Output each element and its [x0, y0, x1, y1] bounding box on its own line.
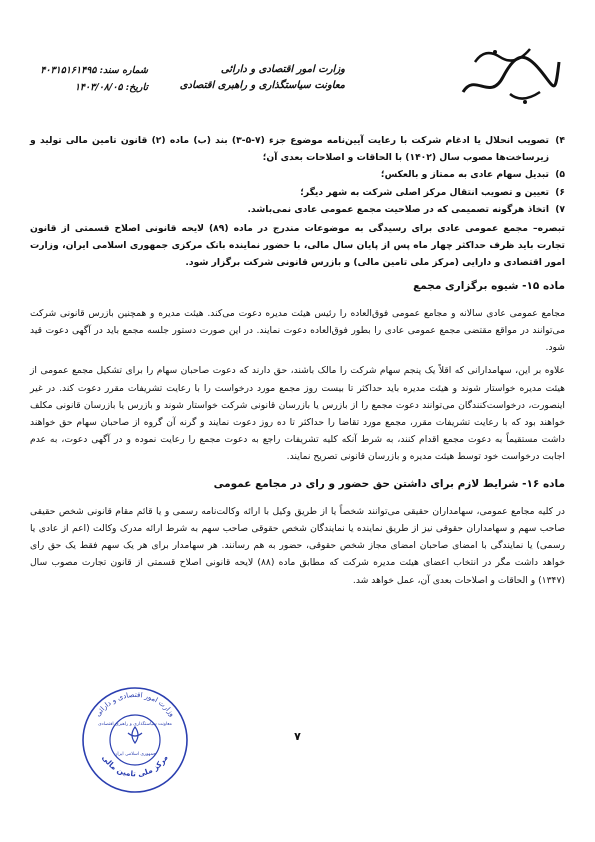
seal-center-text: جمهوری اسلامی ایران	[114, 752, 156, 757]
list-item	[30, 132, 565, 166]
note-label: تبصره–	[533, 223, 565, 235]
seal-inner-text: معاونت سیاستگذاری و راهبری اقتصادی	[98, 722, 172, 727]
ministry-name: وزارت امور اقتصادی و دارائی	[220, 64, 345, 75]
item-text: تبدیل سهام عادی به ممتاز و بالعکس؛	[380, 169, 549, 181]
date-value: ۱۴۰۳/۰۸/۰۵	[74, 82, 123, 93]
document-meta	[38, 62, 148, 96]
section-paragraph: مجامع عمومی عادی سالانه و مجامع عمومی فوق‌العاده را رئیس هیئت مدیره دعوت می‌کند. هیئت مدیره و همچنین بازرس قانونی شرکت می‌توانند در مواقع مقتضی مجمع عمومی عادی را بطور فوق‌العاده دعوت نمایند. در این صورت دستور جلسه مجمع باید در آگهی دعوت قید شود.	[30, 307, 565, 354]
item-number: ۴)	[555, 135, 565, 146]
item-text: تعیین و تصویب انتقال مرکز اصلی شرکت به شهر دیگر؛	[300, 186, 549, 198]
page-number: ۷	[294, 730, 301, 743]
section-heading: ماده ۱۵- شیوه برگزاری مجمع	[413, 279, 565, 292]
date-label: تاریخ:	[125, 82, 148, 93]
document-body	[30, 132, 565, 595]
list-item	[30, 166, 565, 183]
section-heading: ماده ۱۶- شرایط لازم برای داشتن حق حضور و رای در مجامع عمومی	[213, 477, 565, 490]
item-text: تصویب انحلال یا ادغام شرکت با رعایت آیین‌نامه موضوع جزء (۷-۵-۳) بند (ب) ماده (۲) قانون تامین مالی تولید و زیرساخت‌ها مصوب سال (۱۴۰۲) با الحاقات و اصلاحات بعدی آن؛	[30, 135, 549, 164]
seal-bottom-text: مرکز ملی تامین مالی	[100, 753, 170, 779]
deputy-name: معاونت سیاستگذاری و راهبری اقتصادی	[179, 80, 345, 91]
section-paragraph: علاوه بر این، سهامدارانی که اقلاً یک پنجم سهام شرکت را مالک باشند، حق دارند که دعوت صاحبان سهام را برای تشکیل مجمع عمومی از هیئت مدیره خواستار شوند و هیئت مدیره باید حداکثر تا بیست روز مجمع مورد درخواست را با رعایت تشریفات مقرر دعوت کند. در غیر اینصورت، درخواست‌کنندگان می‌توانند دعوت مجمع را از بازرس یا بازرسان قانونی شرکت خواستار شوند و بازرس یا بازرسان قانونی مکلف خواهند بود که با رعایت تشریفات مقرر، مجمع مورد تقاضا را حداکثر تا ده روز دعوت نمایند و گرنه آن گروه از صاحبان سهام حق خواهند داشت مستقیماً به دعوت مجمع اقدام کنند، به شرط آنکه کلیه تشریفات راجع به دعوت مجمع را رعایت نموده و در آگهی دعوت، به عدم اجابت درخواست خود توسط هیئت مدیره و بازرسان قانونی تصریح نمایند.	[30, 365, 565, 463]
svg-text:وزارت امور اقتصادی و دارائی	[94, 691, 176, 718]
organization-logo	[455, 32, 565, 112]
item-number: ۶)	[555, 186, 565, 198]
seal-outer-text: وزارت امور اقتصادی و دارائی	[93, 690, 177, 719]
item-number: ۵)	[555, 169, 565, 181]
list-item	[30, 201, 565, 218]
ministry-header	[180, 62, 345, 94]
section-paragraph: در کلیه مجامع عمومی، سهامداران حقیقی می‌توانند شخصاً یا از طریق وکیل با ارائه وکالت‌نامه رسمی و یا قائم مقام قانونی شخص حقیقی صاحب سهم و سهامداران حقوقی نیز از طریق نماینده یا نمایندگان شخص حقوقی صاحب سهم به شرط ارائه مدرک وکالت (اعم از عادی یا رسمی) یا نمایندگی با امضای صاحبان امضای مجاز شخص حقوقی، حضور به هم رسانند. هر سهامدار برای هر یک سهم فقط یک حق رای خواهد داشت مگر در انتخاب اعضای هیئت مدیره شرکت که مطابق ماده (۸۸) لایحه قانونی اصلاح قسمتی از قانون تجارت مصوب سال (۱۳۴۷) و الحاقات و اصلاحات بعدی آن، عمل خواهد شد.	[30, 505, 565, 586]
number-value: ۴۰۳۱۵۱۶۱۴۹۵	[40, 65, 97, 76]
number-label: شماره سند:	[99, 65, 148, 76]
note-paragraph	[30, 220, 565, 272]
item-number: ۷)	[555, 203, 565, 215]
note-text: مجمع عمومی عادی برای رسیدگی به موضوعات مندرج در ماده (۸۹) لایحه قانونی اصلاح قسمتی از قانون تجارت باید ظرف حداکثر چهار ماه پس از پایان سال مالی، با حضور نماینده بانک مرکزی جمهوری اسلامی ایران، وزارت امور اقتصادی و دارایی (مرکز ملی تامین مالی) و بازرس قانونی شرکت برگزار شود.	[30, 223, 565, 269]
list-item	[30, 184, 565, 201]
item-text: اتخاذ هرگونه تصمیمی که در صلاحیت مجمع عمومی عادی نمی‌باشد.	[247, 203, 549, 215]
